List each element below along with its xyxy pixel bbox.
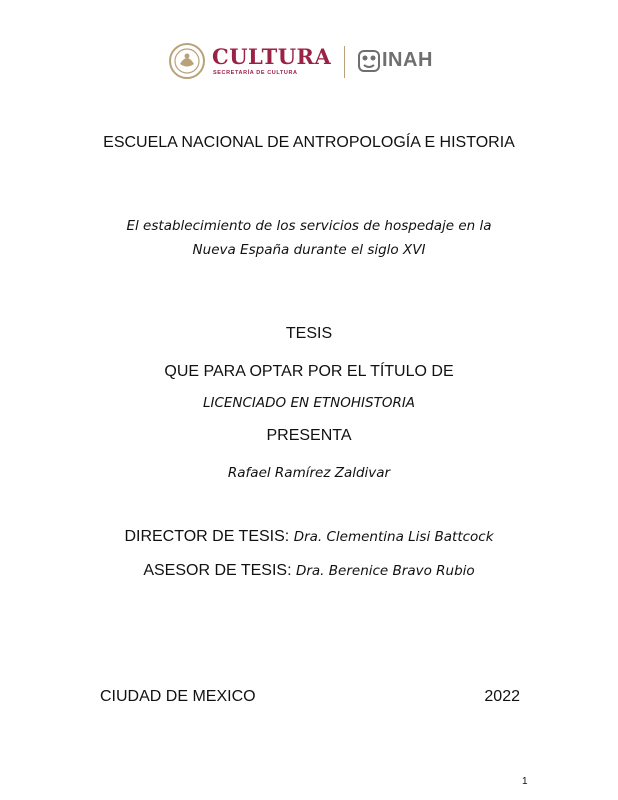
thesis-title-line2: Nueva España durante el siglo XVI <box>192 242 426 258</box>
director-name: Dra. Clementina Lisi Battcock <box>293 529 494 545</box>
cultura-subtitle: SECRETARÍA DE CULTURA <box>213 70 298 76</box>
asesor-label: ASESOR DE TESIS: <box>143 562 292 579</box>
year: 2022 <box>484 688 520 705</box>
document-type: TESIS <box>285 325 333 342</box>
asesor-name: Dra. Berenice Bravo Rubio <box>295 563 475 579</box>
national-seal-icon <box>168 42 206 80</box>
city-year-row <box>100 688 520 708</box>
logo-divider <box>344 46 345 78</box>
presenta-label: PRESENTA <box>266 427 352 444</box>
thesis-title-line1: El establecimiento de los servicios de hospedaje en la <box>126 218 492 234</box>
asesor-line <box>0 562 618 580</box>
author-name: Rafael Ramírez Zaldivar <box>227 465 391 481</box>
city-name: CIUDAD DE MEXICO <box>100 688 256 705</box>
cultura-logo-text: CULTURA <box>212 44 332 69</box>
director-line <box>0 528 618 546</box>
institution-name: ESCUELA NACIONAL DE ANTROPOLOGÍA E HISTORIA <box>103 134 515 151</box>
degree-intro: QUE PARA OPTAR POR EL TÍTULO DE <box>164 363 454 380</box>
inah-glyph-icon <box>356 48 382 74</box>
header-logos <box>168 40 448 84</box>
degree-name: LICENCIADO EN ETNOHISTORIA <box>202 395 416 411</box>
director-label: DIRECTOR DE TESIS: <box>124 528 290 545</box>
page-number: 1 <box>522 776 528 787</box>
inah-logo-text: INAH <box>382 49 433 71</box>
